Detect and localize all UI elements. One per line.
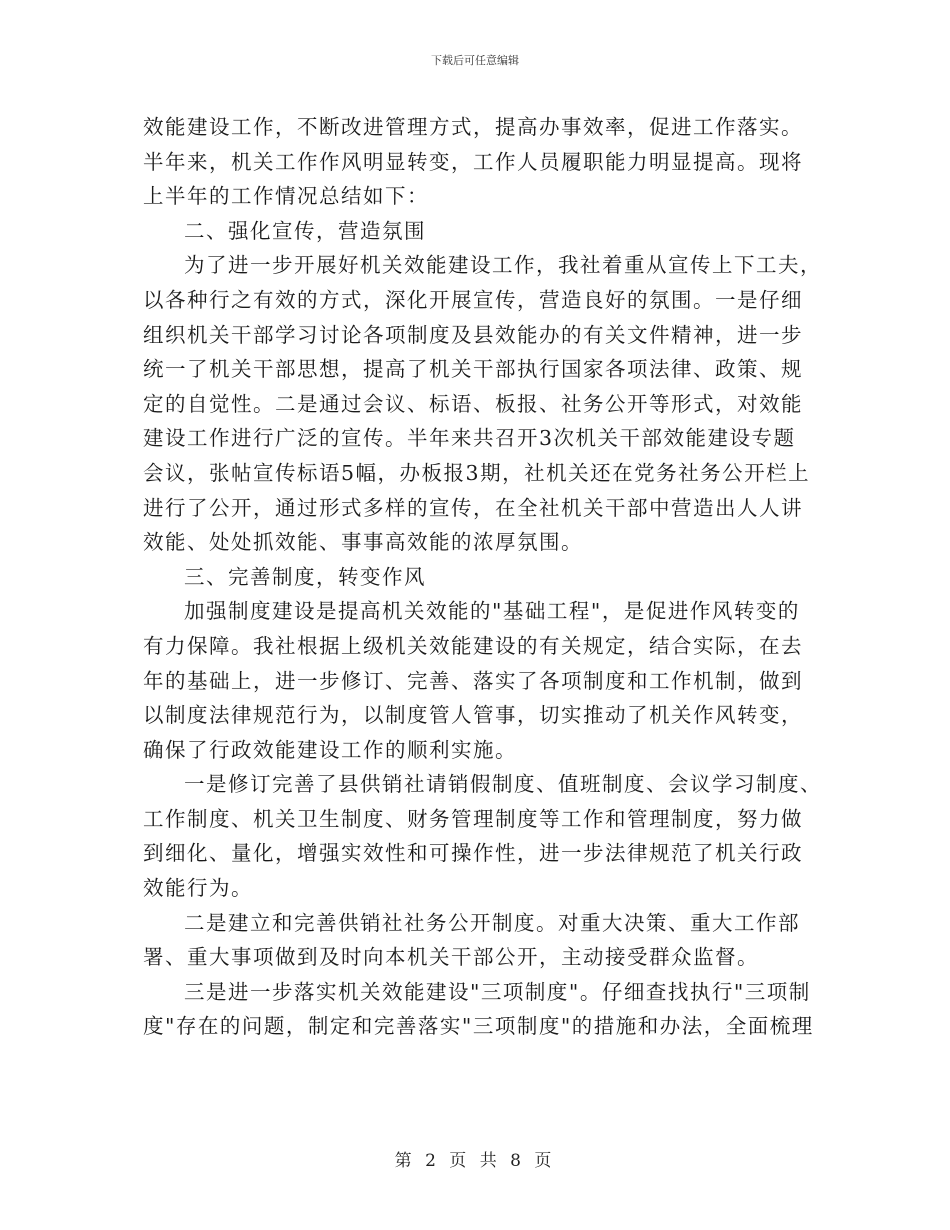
text-line: 工作制度、机关卫生制度、财务管理制度等工作和管理制度，努力做: [143, 806, 803, 831]
text-line: 加强制度建设是提高机关效能的"基础工程"，是促进作风转变的: [184, 599, 800, 624]
text-line: 一是修订完善了县供销社请销假制度、值班制度、会议学习制度、: [184, 772, 822, 797]
text-line: 度"存在的问题，制定和完善落实"三项制度"的措施和办法，全面梳理: [143, 1014, 814, 1039]
text-line: 效能建设工作，不断改进管理方式，提高办事效率，促进工作落实。: [143, 115, 803, 139]
page-header: 下载后可任意编辑: [431, 54, 519, 67]
text-line: 效能行为。: [143, 876, 253, 901]
text-line: 统一了机关干部思想，提高了机关干部执行国家各项法律、政策、规: [143, 357, 803, 382]
text-line: 建设工作进行广泛的宣传。半年来共召开3次机关干部效能建设专题: [143, 426, 796, 451]
text-line: 上半年的工作情况总结如下：: [143, 184, 429, 209]
text-line: 署、重大事项做到及时向本机关干部公开，主动接受群众监督。: [143, 945, 759, 970]
text-line: 效能、处处抓效能、事事高效能的浓厚氛围。: [143, 530, 583, 555]
document-body: [143, 110, 822, 1044]
text-line: 定的自觉性。二是通过会议、标语、板报、社务公开等形式，对效能: [143, 391, 803, 416]
text-line: 以各种行之有效的方式，深化开展宣传，营造良好的氛围。一是仔细: [143, 287, 803, 312]
text-line: 半年来，机关工作作风明显转变，工作人员履职能力明显提高。现将: [143, 149, 803, 174]
text-line: 有力保障。我社根据上级机关效能建设的有关规定，结合实际，在去: [143, 633, 803, 658]
text-line: 年的基础上，进一步修订、完善、落实了各项制度和工作机制，做到: [143, 668, 803, 693]
text-line: 进行了公开，通过形式多样的宣传，在全社机关干部中营造出人人讲: [143, 495, 803, 520]
text-line: 以制度法律规范行为，以制度管人管事，切实推动了机关作风转变，: [143, 703, 803, 728]
section-heading: 三、完善制度，转变作风: [184, 564, 426, 589]
text-line: 会议，张帖宣传标语5幅，办板报3期，社机关还在党务社务公开栏上: [143, 460, 811, 485]
text-line: 到细化、量化，增强实效性和可操作性，进一步法律规范了机关行政: [143, 841, 803, 866]
section-heading: 二、强化宣传，营造氛围: [184, 218, 426, 243]
text-line: 确保了行政效能建设工作的顺利实施。: [143, 737, 517, 762]
text-line: 为了进一步开展好机关效能建设工作，我社着重从宣传上下工夫，: [184, 253, 822, 278]
page-footer: 第 2 页 共 8 页: [394, 1151, 556, 1171]
text-line: 二是建立和完善供销社社务公开制度。对重大决策、重大工作部: [184, 910, 800, 935]
text-line: 三是进一步落实机关效能建设"三项制度"。仔细查找执行"三项制: [184, 979, 811, 1004]
text-line: 组织机关干部学习讨论各项制度及县效能办的有关文件精神，进一步: [143, 322, 803, 347]
